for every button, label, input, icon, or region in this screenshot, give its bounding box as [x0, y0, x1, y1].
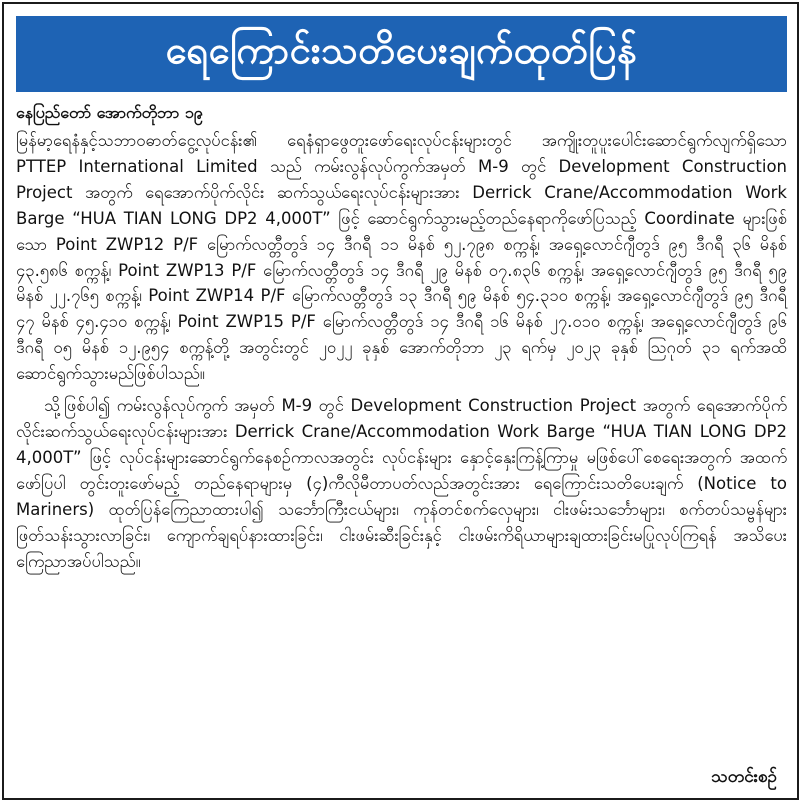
signature: သတင်းစဉ် — [711, 767, 777, 787]
notice-body — [16, 128, 787, 574]
paragraph-1: မြန်မာ့ရေနံနှင့်သဘာဝဓာတ်ငွေ့လုပ်ငန်း၏ ရေနံရှာဖွေတူးဖော်ရေးလုပ်ငန်းများတွင် အကျိုးတူပူးပေါင်းဆောင်ရွက်လျက်ရှိသော PTTEP International Limited သည် ကမ်းလွန်လုပ်ကွက်အမှတ် M-9 တွင် Development Construction Project အတွက် ရေအောက်ပိုက်လိုင်း ဆက်သွယ်ရေးလုပ်ငန်းများအား Derrick Crane/Accommodation Work Barge “HUA TIAN LONG DP2 4,000T” ဖြင့် ဆောင်ရွက်သွားမည့်တည်နေရာကိုဖော်ပြသည့် Coordinate များဖြစ်သော Point ZWP12 P/F မြောက်လတ္တီတွဒ် ၁၄ ဒီဂရီ ၁၁ မိနစ် ၅၂.၇၉၈ စက္ကန့်၊ အရှေ့လောင်ဂျီတွဒ် ၉၅ ဒီဂရီ ၃၆ မိနစ် ၄၃.၅၈၆ စက္ကန့်၊ Point ZWP13 P/F မြောက်လတ္တီတွဒ် ၁၄ ဒီဂရီ ၂၉ မိနစ် ၀၇.၈၃၆ စက္ကန့်၊ အရှေ့လောင်ဂျီတွဒ် ၉၅ ဒီဂရီ ၅၉ မိနစ် ၂၂.၇၆၅ စက္ကန့်၊ Point ZWP14 P/F မြောက်လတ္တီတွဒ် ၁၃ ဒီဂရီ ၅၉ မိနစ် ၅၄.၃၁၀ စက္ကန့်၊ အရှေ့လောင်ဂျီတွဒ် ၉၅ ဒီဂရီ ၄၇ မိနစ် ၄၅.၄၁၀ စက္ကန့်၊ Point ZWP15 P/F မြောက်လတ္တီတွဒ် ၁၄ ဒီဂရီ ၁၆ မိနစ် ၂၇.၀၁၀ စက္ကန့်၊ အရှေ့လောင်ဂျီတွဒ် ၉၆ ဒီဂရီ ၀၅ မိနစ် ၁၂.၉၅၄ စက္ကန့်တို့ အတွင်းတွင် ၂၀၂၂ ခုနှစ် အောက်တိုဘာ ၂၃ ရက်မှ ၂၀၂၃ ခုနှစ် ဩဂုတ် ၃၁ ရက်အထိ ဆောင်ရွက်သွားမည်ဖြစ်ပါသည်။ — [16, 131, 787, 384]
dateline: နေပြည်တော် အောက်တိုဘာ ၁၉ — [16, 103, 203, 122]
notice-title: ရေကြောင်းသတိပေးချက်ထုတ်ပြန် — [16, 16, 787, 92]
paragraph-2: သို့ဖြစ်ပါ၍ ကမ်းလွန်လုပ်ကွက် အမှတ် M-9 တွင် Development Construction Project အတွက် ရေအောက်ပိုက်လိုင်းဆက်သွယ်ရေးလုပ်ငန်းများအား Derrick Crane/Accommodation Work Barge “HUA TIAN LONG DP2 4,000T” ဖြင့် လုပ်ငန်းများဆောင်ရွက်နေစဉ်ကာလအတွင်း လုပ်ငန်းများ နှောင့်နှေးကြန့်ကြာမှု မဖြစ်ပေါ်စေရေးအတွက် အထက်ဖော်ပြပါ တွင်းတူးဖော်မည့် တည်နေရာများမှ (၄)ကီလိုမီတာပတ်လည်အတွင်းအား ရေကြောင်းသတိပေးချက် (Notice to Mariners) ထုတ်ပြန်ကြေညာထားပါ၍ သင်္ဘောကြီးငယ်များ၊ ကုန်တင်စက်လှေများ၊ ငါးဖမ်းသင်္ဘောများ၊ စက်တပ်သမ္ဗန်များ ဖြတ်သန်းသွားလာခြင်း၊ ကျောက်ချရပ်နားထားခြင်း၊ ငါးဖမ်းဆီးခြင်းနှင့် ငါးဖမ်းကိရိယာများချထားခြင်းမပြုလုပ်ကြရန် အသိပေးကြေညာအပ်ပါသည်။ — [16, 396, 787, 571]
notice-frame — [2, 2, 799, 800]
